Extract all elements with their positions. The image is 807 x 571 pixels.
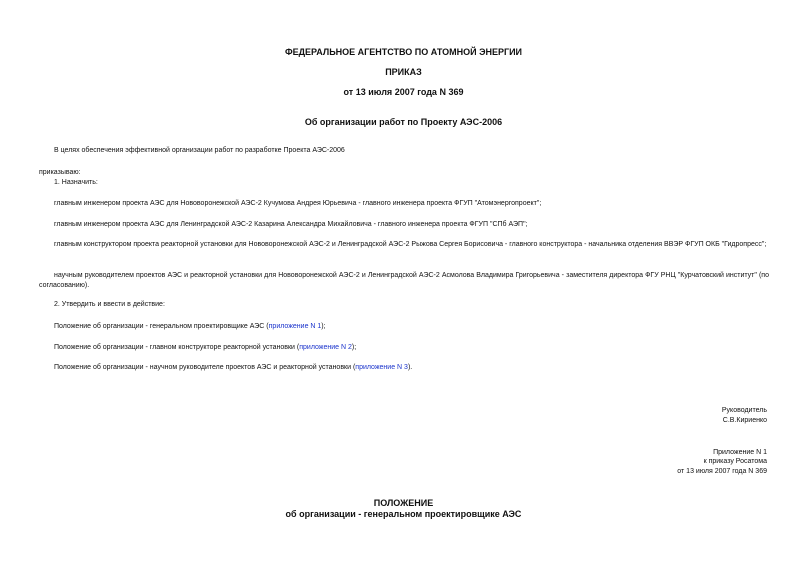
- item1-title: 1. Назначить:: [54, 179, 98, 186]
- regulation-text: Положение об организации - генеральном проектировщике АЭС (: [54, 323, 269, 330]
- order-date: от 13 июля 2007 года N 369: [343, 87, 464, 97]
- appendix-label: Приложение N 1: [713, 449, 767, 456]
- regulation-title: ПОЛОЖЕНИЕ: [373, 498, 434, 508]
- regulation-item: [39, 322, 769, 332]
- appointment-paragraph: научным руководителем проектов АЭС и реакторной установки для Нововоронежской АЭС-2 и Ленинградской АЭС-2 Асмолова Владимира Григорьевича - заместителя директора ФГУ РНЦ "Курчатовский институт" (по согласованию).: [39, 272, 769, 289]
- signature-position: Руководитель: [721, 407, 767, 414]
- appointment-paragraph: главным инженером проекта АЭС для Ленинградской АЭС-2 Казарина Александра Михайловича - главного инженера проекта ФГУП "СПб АЭП";: [54, 221, 528, 228]
- regulation-item: [39, 363, 769, 373]
- regulation-end: ).: [407, 364, 413, 371]
- signature-name: С.В.Кириенко: [722, 417, 767, 424]
- intro-paragraph: В целях обеспечения эффективной организации работ по разработке Проекта АЭС-2006: [54, 147, 345, 154]
- order-word: приказываю:: [39, 169, 81, 176]
- appointment-paragraph: главным инженером проекта АЭС для Нововоронежской АЭС-2 Кучумова Андрея Юрьевича - главного инженера проекта ФГУП "Атомэнергопроект";: [54, 200, 542, 207]
- appendix-3-link[interactable]: приложение N 3: [355, 364, 408, 371]
- appendix-date: от 13 июля 2007 года N 369: [677, 468, 767, 475]
- appendix-2-link[interactable]: приложение N 2: [299, 344, 352, 351]
- appendix-1-link[interactable]: приложение N 1: [268, 323, 322, 330]
- regulation-item: [39, 343, 769, 353]
- regulation-end: );: [321, 323, 326, 330]
- regulation-text: Положение об организации - научном руководителе проектов АЭС и реакторной установки (: [54, 364, 356, 371]
- item2-title: 2. Утвердить и ввести в действие:: [54, 301, 165, 308]
- appendix-reference: к приказу Росатома: [703, 458, 767, 465]
- agency-heading: ФЕДЕРАЛЬНОЕ АГЕНТСТВО ПО АТОМНОЙ ЭНЕРГИИ: [284, 47, 523, 57]
- regulation-subtitle: об организации - генеральном проектировщике АЭС: [285, 509, 522, 519]
- regulation-text: Положение об организации - главном конструкторе реакторной установки (: [54, 344, 300, 351]
- appointment-paragraph: главным конструктором проекта реакторной установки для Нововоронежской АЭС-2 и Ленинградской АЭС-2 Рыжова Сергея Борисовича - главного конструктора - начальника отделения ВВЭР ФГУП ОКБ "Гидропресс";: [54, 241, 767, 248]
- order-subject: Об организации работ по Проекту АЭС-2006: [304, 117, 503, 127]
- order-heading: ПРИКАЗ: [385, 67, 422, 77]
- regulation-end: );: [351, 344, 357, 351]
